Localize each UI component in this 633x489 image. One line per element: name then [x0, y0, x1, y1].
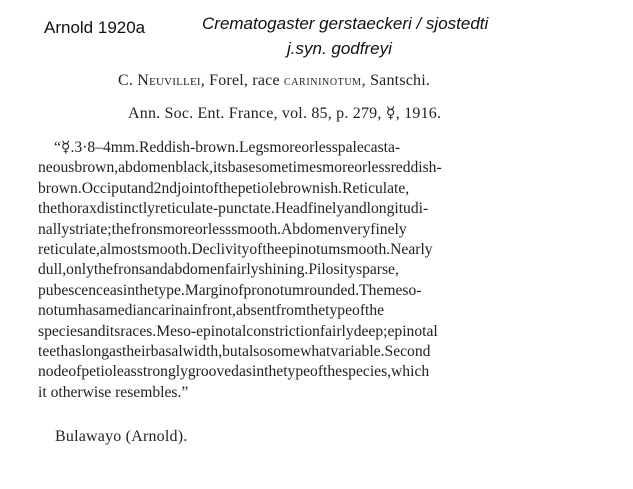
- taxon-author-forel: , Forel, race: [200, 72, 284, 89]
- race-name: carininotum: [283, 74, 362, 89]
- description-line: reticulate,almostsmooth.Declivityoftheepinotumsmooth.Nearly: [38, 241, 433, 259]
- species-name: Neuvillei: [137, 72, 201, 89]
- locality-text: Bulawayo (Arnold).: [55, 428, 188, 445]
- description-line: brown.Occiputand2ndjointofthepetiolebrownish.Reticulate,: [38, 179, 410, 197]
- genus-abbreviation: C.: [118, 72, 134, 89]
- description-line: speciesanditsraces.Meso-epinotalconstrictionfairlydeep;epinotal: [38, 322, 438, 340]
- description-line: “☿.3·8–4mm.Reddish-brown.Legsmoreorlesspalecasta-: [54, 139, 401, 156]
- description-line: teethaslongastheirbasalwidth,butalsosomewhatvariable.Second: [38, 343, 431, 361]
- description-line: thethoraxdistinctlyreticulate-punctate.Headfinelyandlongitudi-: [38, 200, 429, 218]
- synonym-label: j.syn. godfreyi: [287, 39, 392, 58]
- description-line: pubescenceasinthetype.Marginofpronotumrounded.Themeso-: [38, 281, 422, 299]
- description-line: nallystriate;thefronsmoreorlesssmooth.Abdomenveryfinely: [38, 220, 407, 238]
- description-line: it otherwise resembles.”: [38, 383, 189, 401]
- description-line: dull,onlythefronsandabdomenfairlyshining.Pilositysparse,: [38, 261, 399, 279]
- taxon-author-santschi: , Santschi.: [361, 72, 431, 89]
- species-title: Crematogaster gerstaeckeri / sjostedti: [202, 14, 489, 33]
- description-paragraph: [38, 138, 595, 403]
- description-line: neousbrown,abdomenblack,itsbasesometimesmoreorlessreddish-: [38, 159, 442, 177]
- description-line: notumhasamediancarinainfront,absentfromthetypeofthe: [38, 302, 385, 320]
- description-line: nodeofpetioleasstronglygroovedasinthetypeofthespecies,which: [38, 363, 430, 381]
- citation-label: Arnold 1920a: [44, 18, 146, 37]
- taxon-heading: [118, 72, 430, 90]
- literature-reference: Ann. Soc. Ent. France, vol. 85, p. 279, ☿, 1916.: [128, 105, 442, 122]
